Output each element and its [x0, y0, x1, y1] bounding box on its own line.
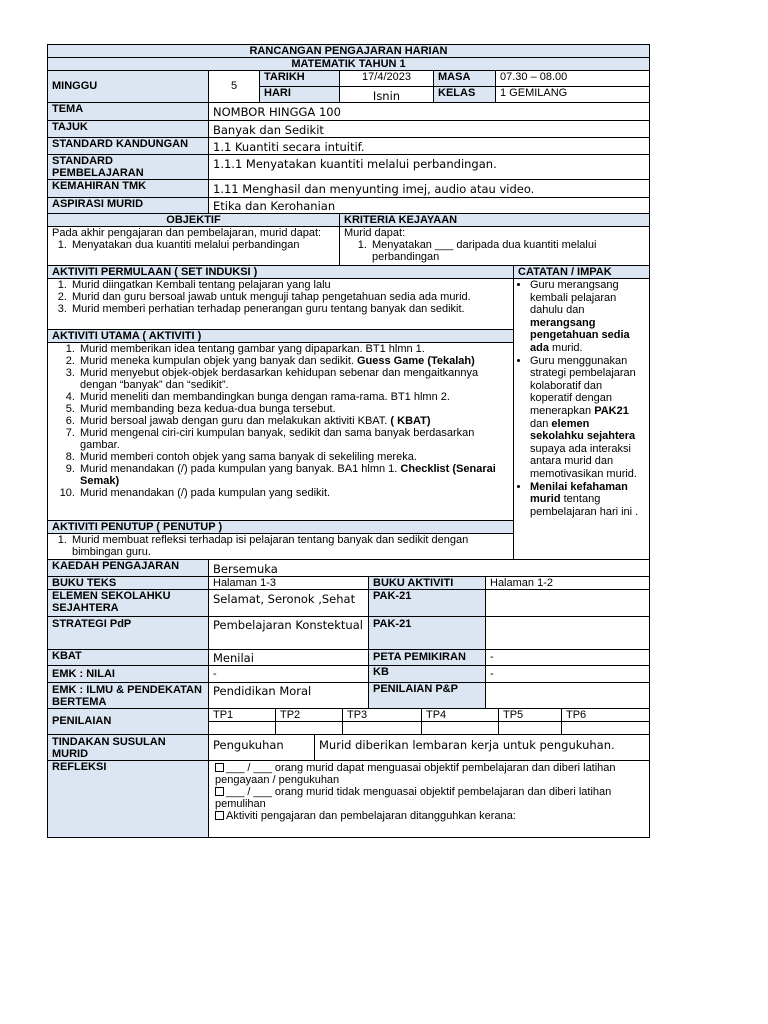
- refleksi-content: [208, 760, 650, 838]
- utama-item: 10. Murid menandakan (/) pada kumpulan yang sedikit.: [78, 487, 509, 499]
- tindakan-label: TINDAKAN SUSULAN MURID: [47, 734, 209, 761]
- utama-item: 9. Murid menandakan (/) pada kumpulan yang banyak. BA1 hlmn 1. Checklist (Senarai Semak): [78, 463, 509, 487]
- tp5-cell: TP5: [498, 708, 562, 722]
- kaedah-label: KAEDAH PENGAJARAN: [47, 559, 209, 577]
- kemahiran-tmk-value: 1.11 Menghasil dan menyunting imej, audio atau video.: [208, 179, 650, 198]
- aspirasi-murid-label: ASPIRASI MURID: [47, 197, 209, 214]
- objektif-intro: Pada akhir pengajaran dan pembelajaran, murid dapat:: [52, 227, 322, 239]
- refleksi-line: Aktiviti pengajaran dan pembelajaran ditangguhkan kerana:: [215, 810, 645, 822]
- objektif-item: 1. Menyatakan dua kuantiti melalui perbandingan: [70, 239, 335, 251]
- standard-pembelajaran-value: 1.1.1 Menyatakan kuantiti melalui perbandingan.: [208, 154, 650, 180]
- utama-item: 5. Murid membanding beza kedua-dua bunga tersebut.: [78, 403, 509, 415]
- utama-item: 1. Murid memberikan idea tentang gambar yang dipaparkan. BT1 hlmn 1.: [78, 343, 509, 355]
- emk-ilmu-value: Pendidikan Moral: [208, 682, 369, 709]
- tarikh-value: 17/4/2023: [339, 70, 434, 87]
- emk-ilmu-label: EMK : ILMU & PENDEKATAN BERTEMA: [47, 682, 209, 709]
- standard-kandungan-value: 1.1 Kuantiti secara intuitif.: [208, 137, 650, 155]
- buku-teks-value: Halaman 1-3: [208, 576, 369, 590]
- penilaian-pp-label: PENILAIAN P&P: [368, 682, 486, 709]
- tp4-mark[interactable]: [421, 721, 499, 735]
- checkbox-icon[interactable]: [215, 763, 224, 772]
- kriteria-item: 1. Menyatakan ___ daripada dua kuantiti melalui perbandingan: [370, 239, 645, 263]
- kb-label: KB: [368, 665, 486, 683]
- kelas-label: KELAS: [433, 86, 496, 103]
- permulaan-item: 3. Murid memberi perhatian terhadap penerangan guru tentang banyak dan sedikit.: [70, 303, 509, 315]
- tp1-mark[interactable]: [208, 721, 276, 735]
- kriteria-content: [339, 226, 650, 266]
- checkbox-icon[interactable]: [215, 811, 224, 820]
- tp2-cell: TP2: [275, 708, 343, 722]
- utama-item: 7. Murid mengenal ciri-ciri kumpulan banyak, sedikit dan sama banyak berdasarkan gambar.: [78, 427, 509, 451]
- tindakan-value-2: Murid diberikan lembaran kerja untuk pengukuhan.: [314, 734, 650, 761]
- tp4-cell: TP4: [421, 708, 499, 722]
- utama-item: 4. Murid meneliti dan membandingkan bunga dengan rama-rama. BT1 hlmn 2.: [78, 391, 509, 403]
- tp6-cell: TP6: [561, 708, 650, 722]
- penutup-content: [47, 533, 514, 560]
- tp3-mark[interactable]: [342, 721, 422, 735]
- objektif-content: [47, 226, 340, 266]
- refleksi-line: ___ / ___ orang murid dapat menguasai objektif pembelajaran dan diberi latihan pengayaan / pengukuhan: [215, 762, 616, 786]
- aspirasi-murid-value: Etika dan Kerohanian: [208, 197, 650, 214]
- utama-heading: AKTIVITI UTAMA ( AKTIVITI ): [47, 329, 514, 343]
- objektif-heading: OBJEKTIF: [47, 213, 340, 227]
- elemen-label: ELEMEN SEKOLAHKU SEJAHTERA: [47, 589, 209, 617]
- utama-item: 2. Murid meneka kumpulan objek yang banyak dan sedikit. Guess Game (Tekalah): [78, 355, 509, 367]
- peta-label: PETA PEMIKIRAN: [368, 649, 486, 666]
- standard-kandungan-label: STANDARD KANDUNGAN: [47, 137, 209, 155]
- permulaan-content: [47, 278, 514, 330]
- penutup-heading: AKTIVITI PENUTUP ( PENUTUP ): [47, 520, 514, 534]
- kriteria-heading: KRITERIA KEJAYAAN: [339, 213, 650, 227]
- plan-title: RANCANGAN PENGAJARAN HARIAN: [47, 44, 650, 58]
- catatan-item: • Menilai kefahaman murid tentang pembelajaran hari ini .: [530, 481, 645, 519]
- strategi-label: STRATEGI PdP: [47, 616, 209, 650]
- penilaian-pp-value: [485, 682, 650, 709]
- emk-nilai-label: EMK : NILAI: [47, 665, 209, 683]
- catatan-heading: CATATAN / IMPAK: [513, 265, 650, 279]
- penutup-item: 1. Murid membuat refleksi terhadap isi pelajaran tentang banyak dan sedikit dengan bimbingan guru.: [70, 534, 509, 558]
- utama-item: 3. Murid menyebut objek-objek berdasarkan kehidupan sebenar dan mengaitkannya dengan “banyak” dan “sedikit”.: [78, 367, 509, 391]
- peta-value: -: [485, 649, 650, 666]
- kriteria-intro: Murid dapat:: [344, 227, 406, 239]
- masa-label: MASA: [433, 70, 496, 87]
- masa-value: 07.30 – 08.00: [495, 70, 650, 87]
- penilaian-label: PENILAIAN: [47, 708, 209, 735]
- minggu-label: MINGGU: [47, 70, 209, 103]
- kbat-label: KBAT: [47, 649, 209, 666]
- catatan-item: • Guru menggunakan strategi pembelajaran kolaboratif dan koperatif dengan menerapkan PAK21 dan elemen sekolahku sejahtera supaya ada interaksi antara murid dan memotivasikan murid.: [530, 355, 645, 481]
- utama-item: 8. Murid memberi contoh objek yang sama banyak di sekeliling mereka.: [78, 451, 509, 463]
- permulaan-heading: AKTIVITI PERMULAAN ( SET INDUKSI ): [47, 265, 514, 279]
- hari-value: Isnin: [339, 86, 434, 103]
- pak21-value-2: [485, 616, 650, 650]
- tp3-cell: TP3: [342, 708, 422, 722]
- tindakan-value-1: Pengukuhan: [208, 734, 315, 761]
- pak21-label-1: PAK-21: [368, 589, 486, 617]
- permulaan-item: 2. Murid dan guru bersoal jawab untuk menguji tahap pengetahuan sedia ada murid.: [70, 291, 509, 303]
- tema-value: NOMBOR HINGGA 100: [208, 102, 650, 121]
- refleksi-label: REFLEKSI: [47, 760, 209, 838]
- permulaan-item: 1. Murid diingatkan Kembali tentang pelajaran yang lalu: [70, 279, 509, 291]
- tema-label: TEMA: [47, 102, 209, 121]
- tarikh-label: TARIKH: [259, 70, 340, 87]
- kbat-value: Menilai: [208, 649, 369, 666]
- catatan-content: [513, 278, 650, 560]
- standard-pembelajaran-label: STANDARD PEMBELAJARAN: [47, 154, 209, 180]
- kb-value: -: [485, 665, 650, 683]
- pak21-label-2: PAK-21: [368, 616, 486, 650]
- hari-label: HARI: [259, 86, 340, 103]
- strategi-value: Pembelajaran Konstektual: [208, 616, 369, 650]
- tp2-mark[interactable]: [275, 721, 343, 735]
- tp1-cell: TP1: [208, 708, 276, 722]
- utama-item: 6. Murid bersoal jawab dengan guru dan melakukan aktiviti KBAT. ( KBAT): [78, 415, 509, 427]
- pak21-value-1: [485, 589, 650, 617]
- buku-aktiviti-value: Halaman 1-2: [485, 576, 650, 590]
- kaedah-value: Bersemuka: [208, 559, 650, 577]
- catatan-item: • Guru merangsang kembali pelajaran dahulu dan merangsang pengetahuan sedia ada murid.: [530, 279, 645, 355]
- emk-nilai-value: -: [208, 665, 369, 683]
- tajuk-label: TAJUK: [47, 120, 209, 138]
- minggu-value: 5: [208, 70, 260, 103]
- kelas-value: 1 GEMILANG: [495, 86, 650, 103]
- tajuk-value: Banyak dan Sedikit: [208, 120, 650, 138]
- buku-aktiviti-label: BUKU AKTIVITI: [368, 576, 486, 590]
- checkbox-icon[interactable]: [215, 787, 224, 796]
- refleksi-line: ___ / ___ orang murid tidak menguasai objektif pembelajaran dan diberi latihan pemulihan: [215, 786, 612, 810]
- kemahiran-tmk-label: KEMAHIRAN TMK: [47, 179, 209, 198]
- plan-subject: MATEMATIK TAHUN 1: [47, 57, 650, 71]
- tp6-mark[interactable]: [561, 721, 650, 735]
- tp5-mark[interactable]: [498, 721, 562, 735]
- utama-content: [47, 342, 514, 522]
- buku-teks-label: BUKU TEKS: [47, 576, 209, 590]
- elemen-value: Selamat, Seronok ,Sehat: [208, 589, 369, 617]
